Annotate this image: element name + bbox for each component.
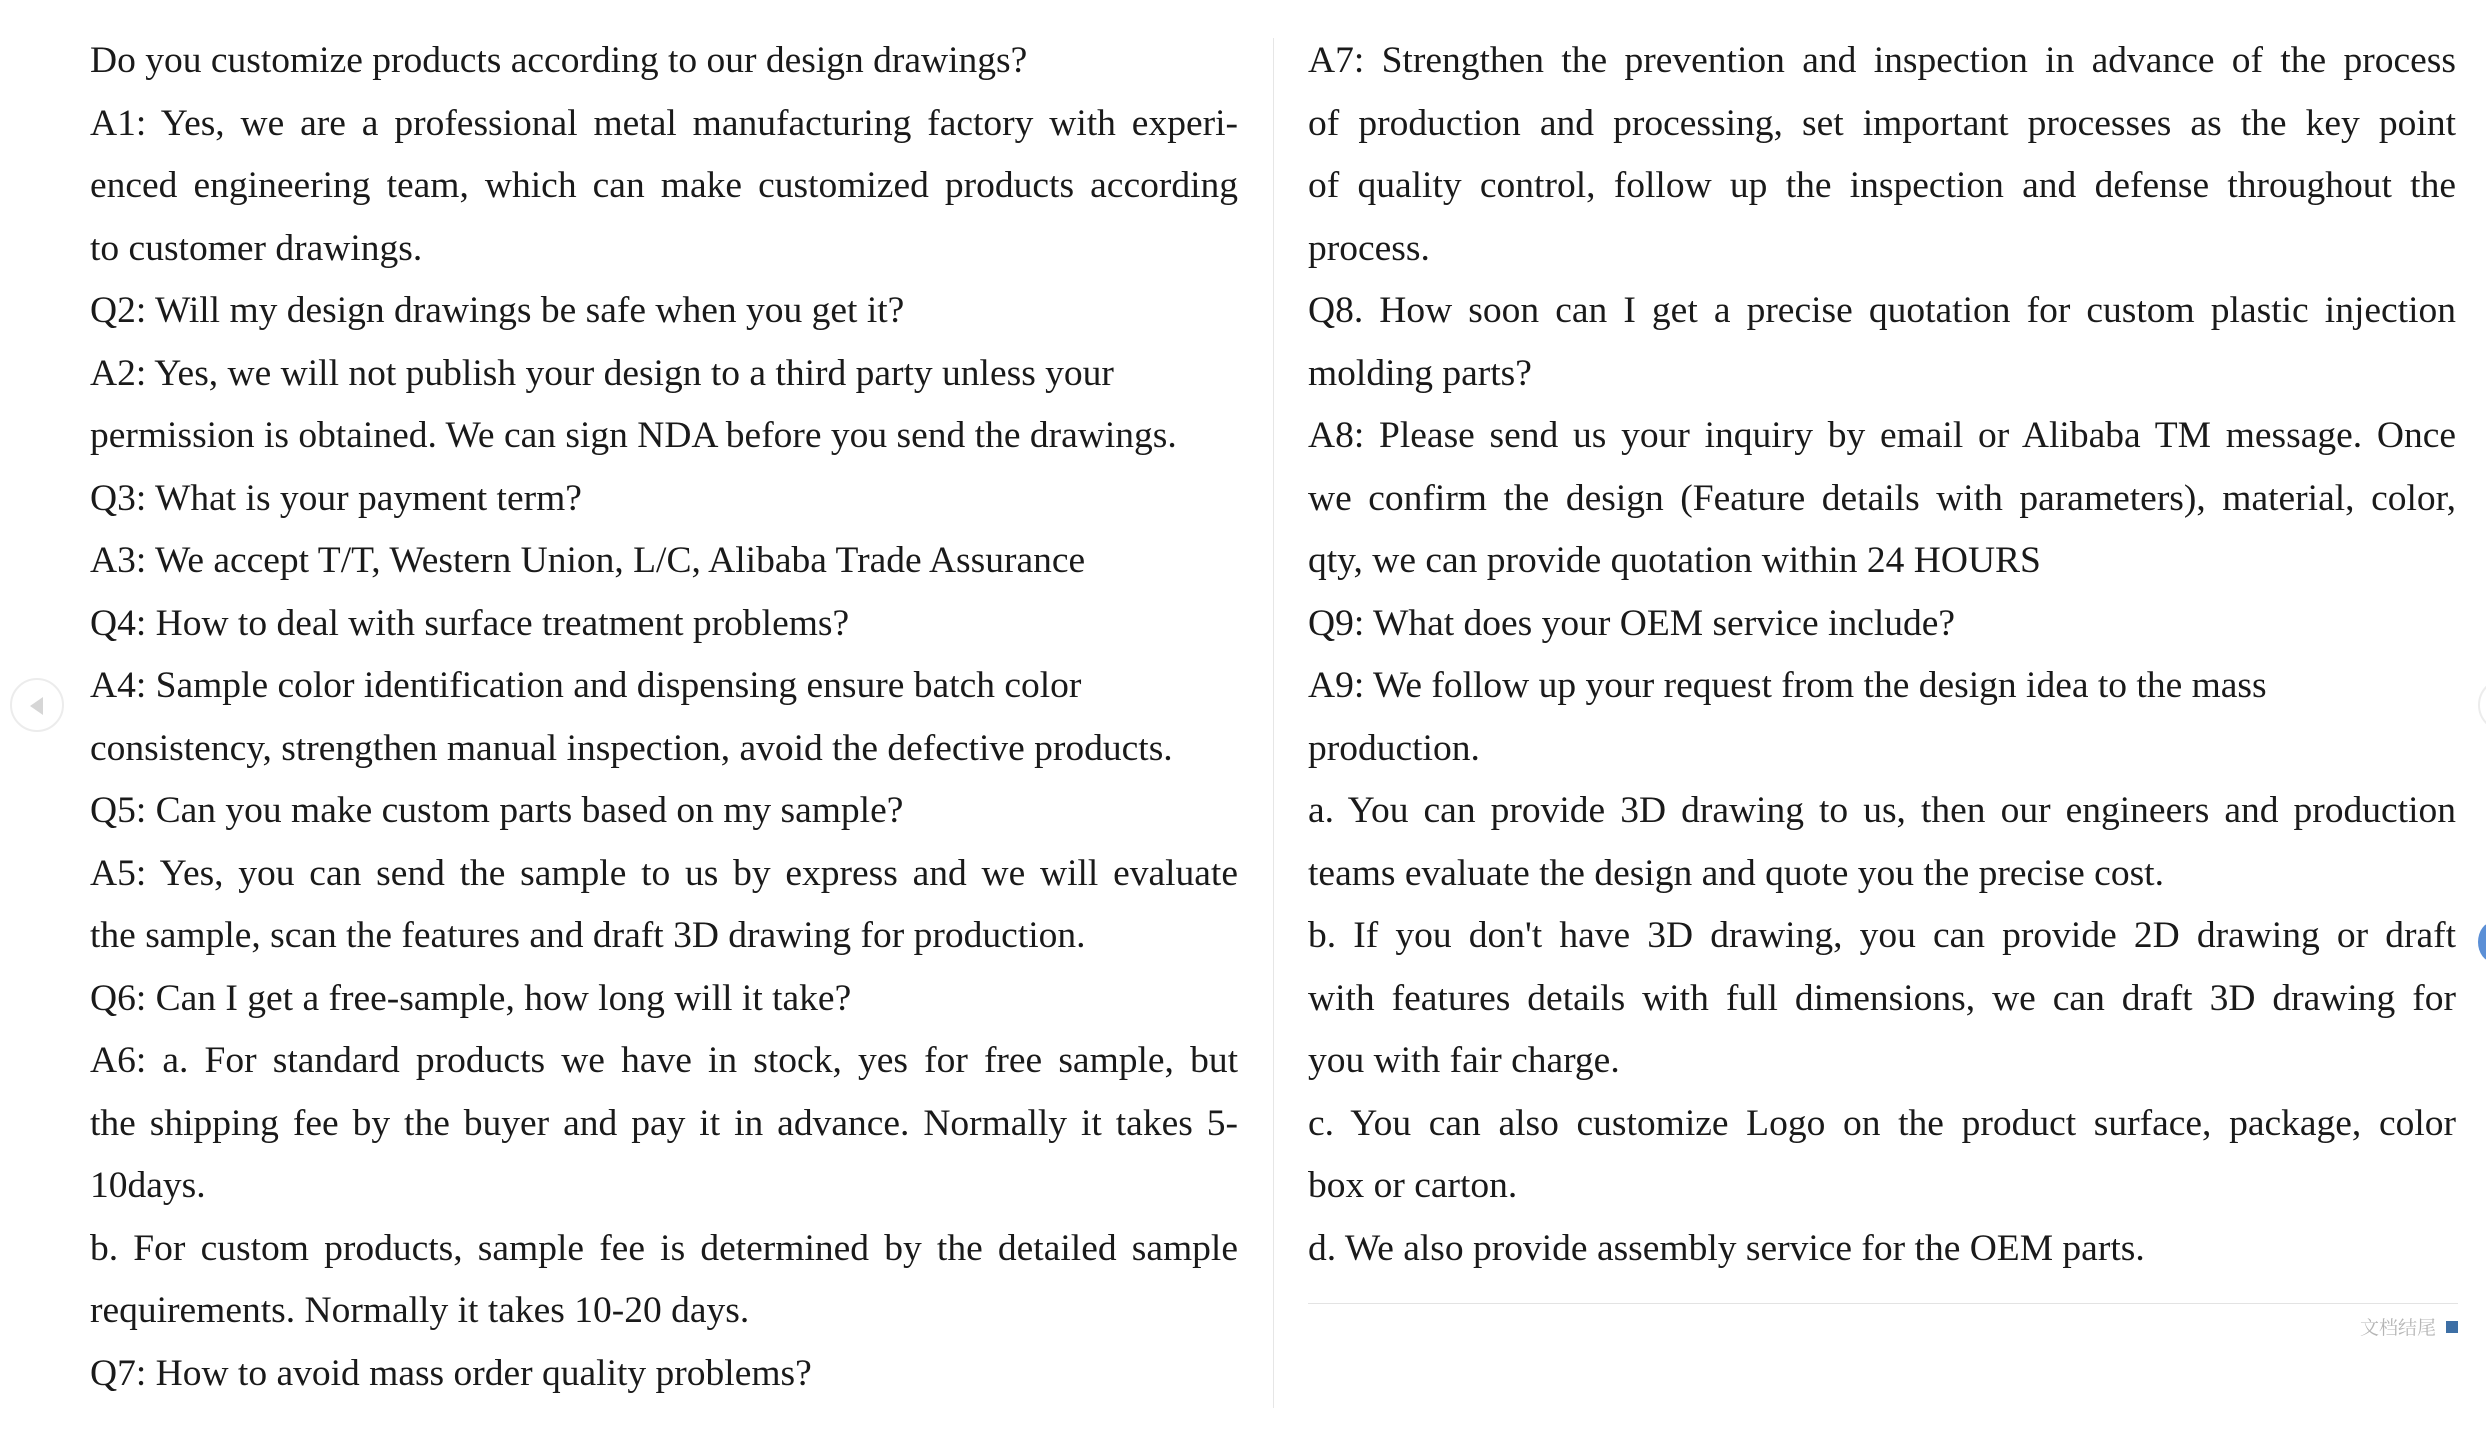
text-line: Q5: Can you make custom parts based on my sample?	[90, 790, 904, 831]
text-line: A3: We accept T/T, Western Union, L/C, Alibaba Trade Assurance	[90, 540, 1086, 581]
text-line: process.	[1308, 227, 1430, 269]
text-line: b. For custom products, sample fee is determined by the detailed sample	[90, 1227, 1238, 1269]
text-line: d. We also provide assembly service for the OEM parts.	[1308, 1227, 2145, 1269]
text-line: A5: Yes, you can send the sample to us by express and we will evaluate	[90, 852, 1238, 894]
document-end-marker	[2360, 1313, 2458, 1340]
text-line: we confirm the design (Feature details with parameters), material, color,	[1308, 477, 2456, 519]
text-line: A4: Sample color identification and dispensing ensure batch color	[90, 665, 1082, 706]
text-line: Q2: Will my design drawings be safe when you get it?	[90, 290, 905, 331]
text-line: A8: Please send us your inquiry by email or Alibaba TM message. Once	[1308, 415, 2456, 456]
text-line: Q4: How to deal with surface treatment problems?	[90, 602, 850, 644]
text-line: A2: Yes, we will not publish your design to a third party unless your	[90, 352, 1114, 394]
text-line: Q8. How soon can I get a precise quotation for custom plastic injection	[1308, 290, 2456, 331]
text-line: A6: a. For standard products we have in stock, yes for free sample, but	[90, 1040, 1238, 1081]
text-line: Q9: What does your OEM service include?	[1308, 602, 1956, 644]
text-line: requirements. Normally it takes 10-20 days.	[90, 1290, 750, 1331]
text-line: box or carton.	[1308, 1165, 1518, 1206]
text-line: you with fair charge.	[1308, 1040, 1620, 1081]
text-line: permission is obtained. We can sign NDA before you send the drawings.	[90, 415, 1177, 456]
text-line: to customer drawings.	[90, 227, 423, 269]
text-line: with features details with full dimensions, we can draft 3D drawing for	[1308, 977, 2456, 1019]
left-column	[90, 30, 1238, 1405]
text-line: c. You can also customize Logo on the product surface, package, color	[1308, 1102, 2456, 1144]
text-line: enced engineering team, which can make customized products according	[90, 165, 1238, 206]
next-page-arrow-icon[interactable]	[2478, 678, 2486, 732]
text-line: Q3: What is your payment term?	[90, 477, 582, 519]
end-square-icon	[2446, 1321, 2458, 1333]
text-line: of production and processing, set important processes as the key point	[1308, 102, 2456, 144]
text-line: qty, we can provide quotation within 24 HOURS	[1308, 540, 2041, 581]
text-line: A7: Strengthen the prevention and inspection in advance of the process	[1308, 40, 2456, 81]
text-line: the sample, scan the features and draft 3D drawing for production.	[90, 915, 1086, 956]
text-line: a. You can provide 3D drawing to us, then our engineers and production	[1308, 790, 2456, 831]
text-line: teams evaluate the design and quote you the precise cost.	[1308, 852, 2164, 894]
column-divider	[1273, 38, 1274, 1408]
document-end-label: 文档结尾	[2359, 1317, 2436, 1339]
text-line: A9: We follow up your request from the design idea to the mass	[1308, 665, 2267, 706]
previous-page-arrow-icon[interactable]	[10, 678, 64, 732]
text-line: consistency, strengthen manual inspection, avoid the defective products.	[90, 727, 1173, 769]
side-toolbar-handle[interactable]	[2478, 922, 2486, 962]
text-line: A1: Yes, we are a professional metal manufacturing factory with experi-	[90, 102, 1238, 144]
text-line: b. If you don't have 3D drawing, you can provide 2D drawing or draft	[1308, 915, 2456, 956]
text-line: Q7: How to avoid mass order quality problems?	[90, 1352, 812, 1394]
text-line: of quality control, follow up the inspection and defense throughout the	[1308, 165, 2456, 206]
text-line: molding parts?	[1308, 352, 1532, 394]
text-line: Q6: Can I get a free-sample, how long will it take?	[90, 977, 852, 1019]
text-line: 10days.	[90, 1165, 206, 1206]
right-column	[1308, 30, 2456, 1280]
text-line: production.	[1308, 727, 1480, 769]
text-line: Do you customize products according to our design drawings?	[90, 40, 1028, 81]
document-end-rule	[1308, 1303, 2458, 1304]
text-line: the shipping fee by the buyer and pay it in advance. Normally it takes 5-	[90, 1102, 1238, 1144]
